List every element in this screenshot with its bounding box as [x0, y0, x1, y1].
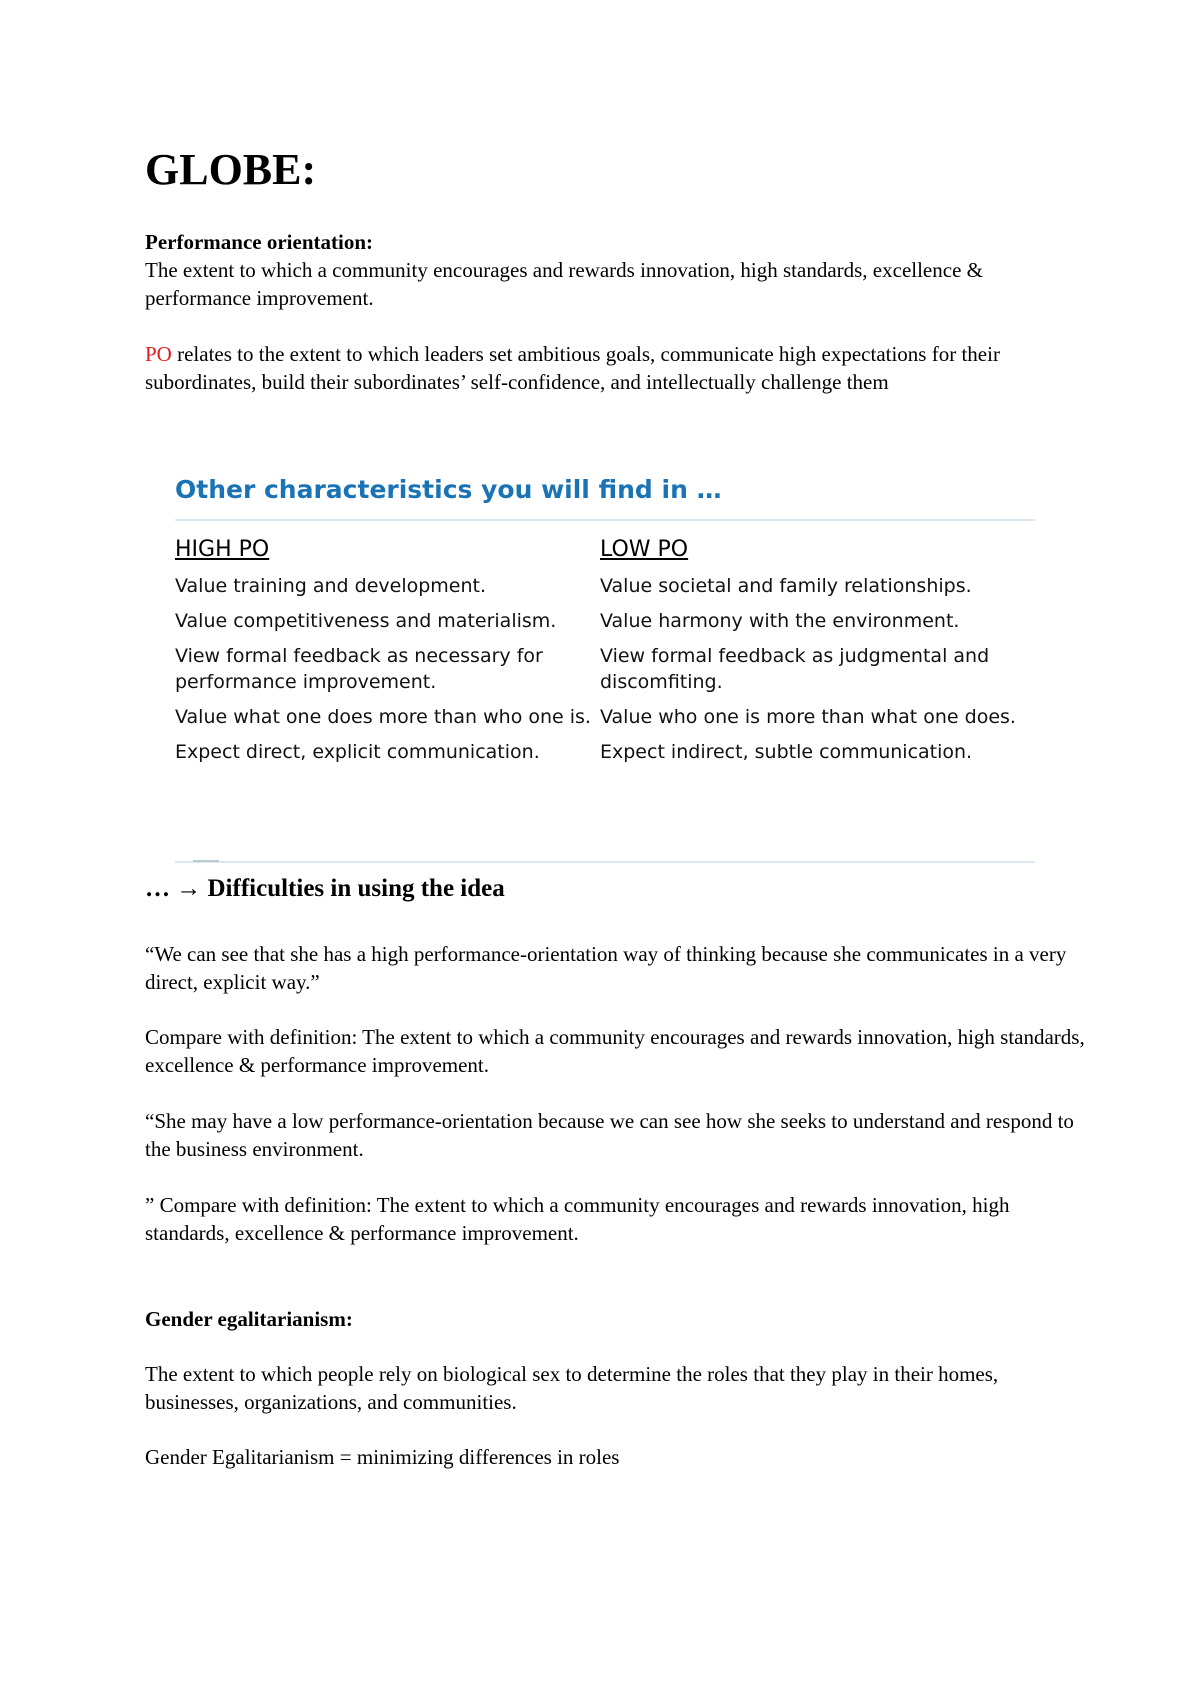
- high-po-column: [175, 535, 595, 774]
- compare-definition-1: Compare with definition: The extent to which a community encourages and rewards innovation, high standards, excellence & performance improvement.: [145, 1025, 1085, 1077]
- gender-egalitarianism-equation: Gender Egalitarianism = minimizing differences in roles: [145, 1445, 620, 1469]
- low-po-item: Value societal and family relationships.: [600, 575, 972, 597]
- quote-high-po: “We can see that she has a high performance-orientation way of thinking because she communicates in a very direct, explicit way.”: [145, 942, 1067, 994]
- characteristics-slide: [175, 465, 1165, 865]
- po-text: relates to the extent to which leaders set ambitious goals, communicate high expectations for their subordinates, build their subordinates’ self-confidence, and intellectually challenge them: [145, 342, 1000, 394]
- slide-bottom-divider: [175, 861, 1035, 863]
- difficulties-heading: … → Difficulties in using the idea: [145, 875, 505, 902]
- po-paragraph: [145, 340, 1085, 396]
- gender-egalitarianism-heading: Gender egalitarianism:: [145, 1307, 353, 1331]
- slide-corner-mark: [193, 860, 219, 868]
- performance-orientation-heading: Performance orientation:: [145, 230, 373, 254]
- low-po-heading: LOW PO: [600, 537, 689, 562]
- high-po-heading: HIGH PO: [175, 537, 270, 562]
- po-label: PO: [145, 342, 172, 366]
- slide-title: Other characteristics you will find in …: [175, 475, 722, 504]
- performance-orientation-definition: The extent to which a community encourages and rewards innovation, high standards, excellence & performance improvement.: [145, 258, 983, 310]
- page-title: GLOBE:: [145, 145, 317, 194]
- low-po-item: Value harmony with the environment.: [600, 610, 960, 632]
- gender-egalitarianism-definition: The extent to which people rely on biological sex to determine the roles that they play in their homes, businesses, organizations, and communities.: [145, 1362, 999, 1414]
- high-po-item: Value competitiveness and materialism.: [175, 610, 557, 632]
- compare-definition-2: ” Compare with definition: The extent to which a community encourages and rewards innovation, high standards, excellence & performance improvement.: [145, 1193, 1010, 1245]
- quote-low-po: “She may have a low performance-orientation because we can see how she seeks to understand and respond to the business environment.: [145, 1109, 1074, 1161]
- low-po-column: [600, 535, 1020, 774]
- high-po-item: View formal feedback as necessary for performance improvement.: [175, 645, 543, 693]
- low-po-item: Expect indirect, subtle communication.: [600, 741, 973, 763]
- slide-top-divider: [175, 519, 1035, 521]
- high-po-item: Value what one does more than who one is.: [175, 706, 591, 728]
- high-po-item: Value training and development.: [175, 575, 487, 597]
- low-po-item: View formal feedback as judgmental and discomfiting.: [600, 645, 990, 693]
- low-po-item: Value who one is more than what one does.: [600, 706, 1016, 728]
- high-po-item: Expect direct, explicit communication.: [175, 741, 540, 763]
